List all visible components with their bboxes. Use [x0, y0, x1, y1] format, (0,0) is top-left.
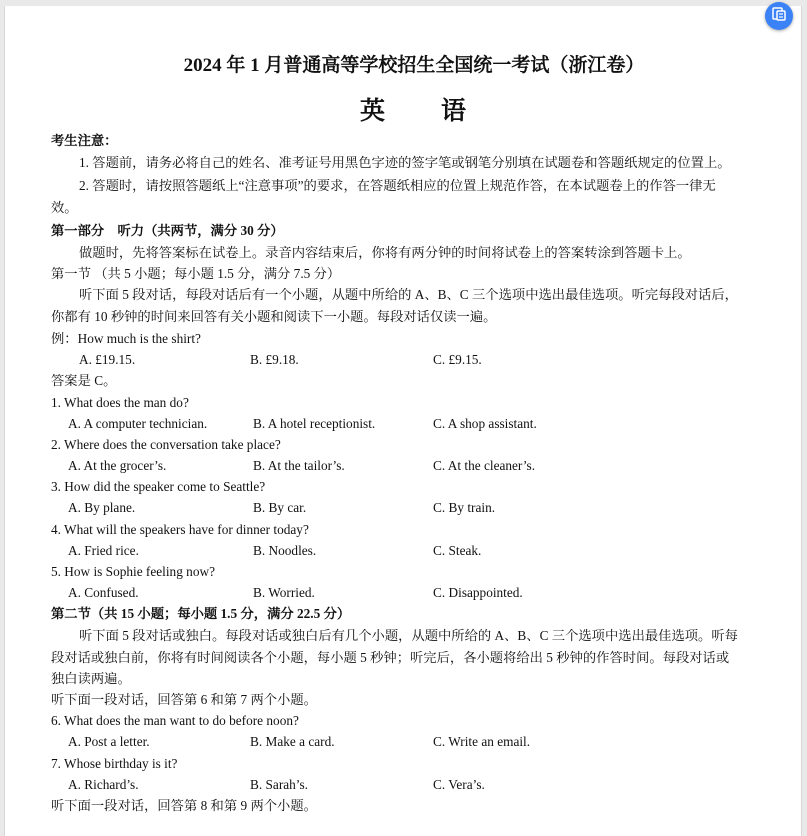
document-tool-icon — [771, 6, 787, 27]
exam-title: 2024 年 1 月普通高等学校招生全国统一考试（浙江卷） — [183, 55, 645, 76]
dialog-1-intro: 听下面一段对话，回答第 6 和第 7 两个小题。 — [51, 692, 317, 707]
question-4: 4. What will the speakers have for dinner today? — [51, 522, 309, 537]
question-4-option-b: B. Noodles. — [253, 543, 317, 558]
part1-heading: 第一部分 听力（共两节，满分 30 分） — [51, 223, 284, 238]
question-5-option-c: C. Disappointed. — [433, 585, 523, 600]
question-2-option-b: B. At the tailor’s. — [253, 458, 345, 473]
example-option-c: C. £9.15. — [433, 352, 482, 367]
question-7: 7. Whose birthday is it? — [51, 756, 178, 771]
question-6-option-b: B. Make a card. — [250, 734, 335, 749]
notice-heading: 考生注意： — [51, 133, 118, 148]
question-7-option-a: A. Richard’s. — [68, 777, 139, 792]
question-2-option-a: A. At the grocer’s. — [68, 458, 167, 473]
question-4-option-c: C. Steak. — [433, 543, 482, 558]
question-6: 6. What does the man want to do before noon? — [51, 713, 299, 728]
section2-instruction-cont: 段对话或独白前，你将有时间阅读各个小题，每小题 5 秒钟；听完后，各小题将给出 5 秒钟的作答时间。每段对话或 — [51, 650, 730, 665]
question-1: 1. What does the man do? — [51, 395, 189, 410]
question-7-option-c: C. Vera’s. — [433, 777, 485, 792]
part1-intro: 做题时，先将答案标在试卷上。录音内容结束后，你将有两分钟的时间将试卷上的答案转涂到答题卡上。 — [79, 245, 691, 260]
question-3-option-a: A. By plane. — [68, 500, 136, 515]
question-1-option-b: B. A hotel receptionist. — [253, 416, 376, 431]
subject-title: 英 语 — [359, 98, 468, 125]
question-3: 3. How did the speaker come to Seattle? — [51, 479, 266, 494]
section1-heading: 第一节 （共 5 小题；每小题 1.5 分，满分 7.5 分） — [51, 266, 341, 281]
section2-instruction: 听下面 5 段对话或独白。每段对话或独白后有几个小题，从题中所给的 A、B、C 三个选项中选出最佳选项。听每 — [79, 628, 738, 643]
section2-heading: 第二节（共 15 小题；每小题 1.5 分，满分 22.5 分） — [51, 606, 351, 621]
example-question: 例：How much is the shirt? — [51, 331, 201, 346]
question-6-option-c: C. Write an email. — [433, 734, 531, 749]
question-7-option-b: B. Sarah’s. — [250, 777, 308, 792]
notice-item-2-cont: 效。 — [51, 200, 78, 215]
question-1-option-a: A. A computer technician. — [68, 416, 208, 431]
floating-action-button[interactable] — [765, 2, 793, 30]
example-option-b: B. £9.18. — [250, 352, 299, 367]
question-2-option-c: C. At the cleaner’s. — [433, 458, 536, 473]
question-5-option-a: A. Confused. — [68, 585, 139, 600]
question-3-option-b: B. By car. — [253, 500, 307, 515]
notice-item-2: 2. 答题时，请按照答题纸上“注意事项”的要求，在答题纸相应的位置上规范作答，在本试题卷上的作答一律无 — [79, 178, 716, 193]
section1-instruction-cont: 你都有 10 秒钟的时间来回答有关小题和阅读下一小题。每段对话仅读一遍。 — [51, 309, 497, 324]
example-option-a: A. £19.15. — [79, 352, 136, 367]
question-6-option-a: A. Post a letter. — [68, 734, 150, 749]
question-5-option-b: B. Worried. — [253, 585, 315, 600]
question-5: 5. How is Sophie feeling now? — [51, 564, 215, 579]
question-3-option-c: C. By train. — [433, 500, 496, 515]
question-2: 2. Where does the conversation take place? — [51, 437, 281, 452]
example-answer: 答案是 C。 — [51, 373, 117, 388]
section1-instruction: 听下面 5 段对话，每段对话后有一个小题，从题中所给的 A、B、C 三个选项中选出最佳选项。听完每段对话后， — [79, 287, 738, 302]
question-4-option-a: A. Fried rice. — [68, 543, 139, 558]
document-page — [4, 6, 802, 836]
question-1-option-c: C. A shop assistant. — [433, 416, 537, 431]
dialog-2-intro: 听下面一段对话，回答第 8 和第 9 两个小题。 — [51, 798, 317, 813]
notice-item-1: 1. 答题前，请务必将自己的姓名、准考证号用黑色字迹的签字笔或钢笔分别填在试题卷和答题纸规定的位置上。 — [79, 155, 731, 170]
section2-instruction-end: 独白读两遍。 — [51, 671, 131, 686]
